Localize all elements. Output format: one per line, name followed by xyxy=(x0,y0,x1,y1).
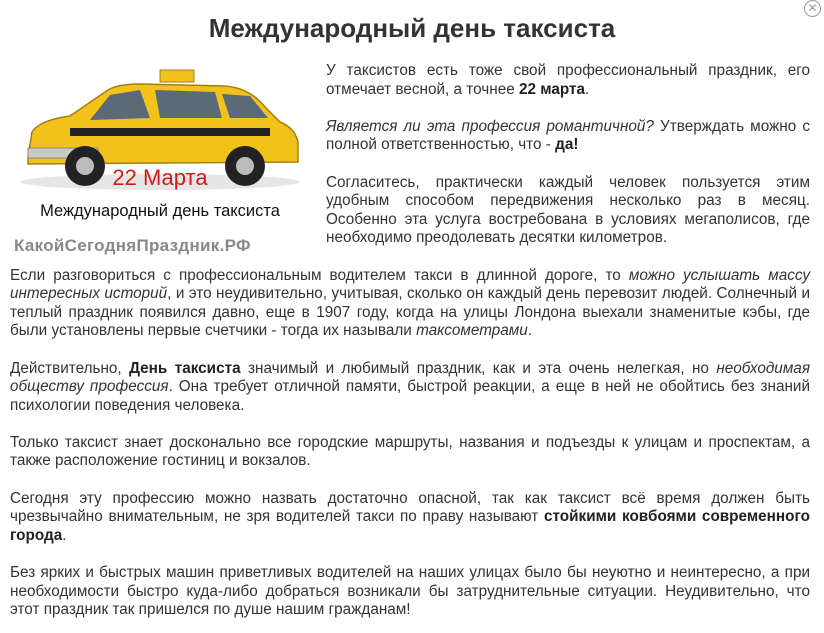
paragraph-3: Согласитесь, практически каждый человек пользуется этим удобным способом передвижения несколько раз в месяц. Особенно эта услуга востребована в условиях мегаполисов, где необходимо преодолевать десятки километров. xyxy=(326,173,810,247)
article-content xyxy=(10,62,810,620)
paragraph-5: Действительно, День таксиста значимый и любимый праздник, как и эта очень нелегкая, но необходимая обществу профессия. Она требует отличной памяти, быстрой реакции, а еще в ней не обойтись без знаний психологии поведения человека. xyxy=(10,359,810,414)
promo-site: КакойСегодняПраздник.РФ xyxy=(14,236,251,255)
promo-title: Международный день таксиста xyxy=(40,202,280,220)
paragraph-2: Является ли эта профессия романтичной? Утверждать можно с полной ответственностью, что - да! xyxy=(326,117,811,154)
paragraph-6: Только таксист знает досконально все городские маршруты, названия и подъезды к улицам и проспектам, а также расположение гостиниц и вокзалов. xyxy=(10,433,810,470)
paragraph-4: Если разговориться с профессиональным водителем такси в длинной дороге, то можно услышать массу интересных историй, и это неудивительно, учитывая, сколько он каждый день перевозит людей. Солнечный и теплый праздник появился давно, еще в 1907 году, когда на улицы Лондона выехали знаменитые кэбы, где были установлены первые счетчики - тогда их называли таксометрами. xyxy=(10,266,811,340)
paragraph-7: Сегодня эту профессию можно назвать достаточно опасной, так как таксист всё время должен быть чрезвычайно внимательным, не зря водителей такси по праву называют стойкими ковбоями современного города. xyxy=(10,489,810,544)
paragraph-8: Без ярких и быстрых машин приветливых водителей на наших улицах было бы неуютно и неинтересно, а при необходимости быстро куда-либо добраться возникали бы затруднительные ситуации. Неудивительно, что этот праздник так пришелся по душе нашим гражданам! xyxy=(10,564,810,619)
page-title: Международный день таксиста xyxy=(208,13,616,43)
promo-date: 22 Марта xyxy=(112,165,208,190)
paragraph-1: У таксистов есть тоже свой профессиональный праздник, его отмечает весной, а точнее 22 марта. xyxy=(326,62,810,98)
close-icon: ✕ xyxy=(807,1,818,15)
promo-image xyxy=(10,62,310,256)
